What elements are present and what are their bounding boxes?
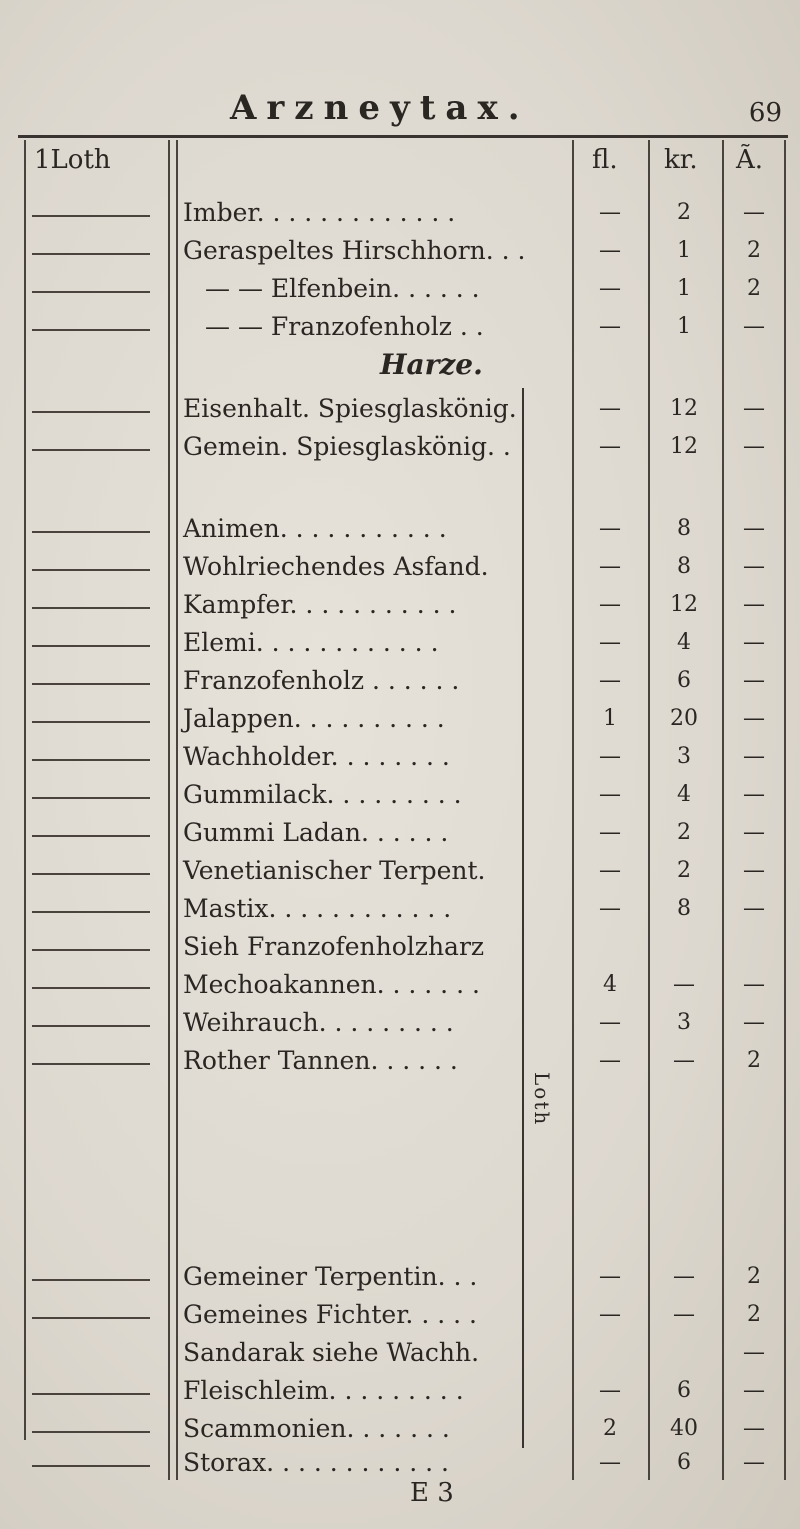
kreuzer-cell: 20 [670, 706, 698, 731]
kreuzer-cell: 12 [670, 592, 698, 617]
table-row [0, 310, 800, 350]
table-row [0, 348, 370, 388]
table-row [0, 588, 800, 628]
pfennig-cell: — [743, 858, 765, 883]
item-name: Sieh Franzofenholzharz [183, 932, 485, 961]
table-row [0, 1336, 800, 1376]
gulden-cell: — [599, 782, 621, 807]
table-row [0, 234, 800, 274]
table-row [0, 1374, 800, 1414]
kreuzer-column-header: kr. [664, 145, 698, 175]
table-row [0, 430, 800, 470]
table-row [0, 930, 800, 970]
item-name: Franzofenholz . . . . . . [183, 666, 460, 695]
item-name: Gummilack. . . . . . . . . [183, 780, 462, 809]
quantity-dash [32, 645, 150, 647]
item-name: Venetianischer Terpent. [183, 856, 486, 885]
table-row [0, 196, 800, 236]
quantity-dash [32, 835, 150, 837]
pfennig-cell: — [743, 820, 765, 845]
pfennig-cell: — [743, 396, 765, 421]
item-name: Animen. . . . . . . . . . . [183, 514, 447, 543]
gulden-cell: — [599, 1302, 621, 1327]
gulden-cell: — [599, 668, 621, 693]
table-row [0, 854, 800, 894]
gulden-cell: — [599, 1264, 621, 1289]
table-row [0, 1006, 800, 1046]
pfennig-cell: — [743, 972, 765, 997]
section-heading: Harze. [380, 348, 483, 381]
item-name: — — Franzofenholz . . [205, 312, 484, 341]
pfennig-cell: — [743, 434, 765, 459]
table-row [0, 1260, 800, 1300]
table-row [0, 550, 800, 590]
kreuzer-cell: 8 [677, 896, 691, 921]
quantity-dash [32, 329, 150, 331]
page-title: Arzneytax. [230, 88, 530, 128]
quantity-dash [32, 411, 150, 413]
gulden-cell: — [599, 200, 621, 225]
gulden-cell: — [599, 396, 621, 421]
table-row [0, 1446, 800, 1486]
item-name: Elemi. . . . . . . . . . . . [183, 628, 439, 657]
kreuzer-cell: 4 [677, 630, 691, 655]
pfennig-cell: 2 [747, 1048, 761, 1073]
pfennig-cell: — [743, 592, 765, 617]
table-row [0, 626, 800, 666]
table-row [0, 816, 800, 856]
kreuzer-cell: 1 [677, 276, 691, 301]
kreuzer-cell: 3 [677, 1010, 691, 1035]
item-name: Eisenhalt. Spiesglaskönig. [183, 394, 517, 423]
quantity-dash [32, 949, 150, 951]
kreuzer-cell: 8 [677, 554, 691, 579]
side-note: Loth [530, 1072, 554, 1127]
pfennig-cell: — [743, 668, 765, 693]
quantity-dash [32, 291, 150, 293]
pfennig-cell: 2 [747, 1264, 761, 1289]
quantity-dash [32, 873, 150, 875]
item-name: Rother Tannen. . . . . . [183, 1046, 458, 1075]
gulden-cell: 4 [603, 972, 617, 997]
kreuzer-cell: 6 [677, 1378, 691, 1403]
item-name: Gemeiner Terpentin. . . [183, 1262, 478, 1291]
gulden-cell: — [599, 820, 621, 845]
quantity-dash [32, 253, 150, 255]
quantity-dash [32, 1025, 150, 1027]
pfennig-cell: — [743, 516, 765, 541]
quantity-dash [32, 683, 150, 685]
pfennig-cell: — [743, 782, 765, 807]
gulden-cell: — [599, 516, 621, 541]
pfennig-cell: — [743, 744, 765, 769]
gulden-cell: — [599, 276, 621, 301]
quantity-column-header: 1Loth [34, 145, 111, 175]
gulden-cell: — [599, 896, 621, 921]
item-name: Gemeines Fichter. . . . . [183, 1300, 477, 1329]
table-row [0, 1298, 800, 1338]
item-name: Imber. . . . . . . . . . . . . [183, 198, 456, 227]
kreuzer-cell: 12 [670, 396, 698, 421]
gulden-cell: — [599, 1048, 621, 1073]
item-name: Geraspeltes Hirschhorn. . . [183, 236, 526, 265]
quantity-dash [32, 1393, 150, 1395]
gulden-cell: — [599, 554, 621, 579]
pfennig-cell: — [743, 554, 765, 579]
page-number: 69 [748, 98, 782, 128]
quantity-dash [32, 721, 150, 723]
kreuzer-cell: 1 [677, 314, 691, 339]
quantity-dash [32, 215, 150, 217]
pfennig-cell: — [743, 896, 765, 921]
item-name: Mechoakannen. . . . . . . [183, 970, 480, 999]
gulden-cell: — [599, 858, 621, 883]
quantity-dash [32, 569, 150, 571]
kreuzer-cell: 6 [677, 1450, 691, 1475]
item-name: Storax. . . . . . . . . . . . [183, 1448, 449, 1477]
quantity-dash [32, 911, 150, 913]
pfennig-cell: — [743, 1450, 765, 1475]
item-name: Kampfer. . . . . . . . . . . [183, 590, 457, 619]
gulden-cell: — [599, 744, 621, 769]
pfennig-cell: — [743, 200, 765, 225]
gulden-cell: — [599, 592, 621, 617]
quantity-dash [32, 1279, 150, 1281]
item-name: Fleischleim. . . . . . . . . [183, 1376, 464, 1405]
quantity-dash [32, 449, 150, 451]
kreuzer-cell: 2 [677, 200, 691, 225]
pfennig-cell: 2 [747, 238, 761, 263]
gulden-cell: — [599, 1378, 621, 1403]
pfennig-column-header: Ã. [736, 145, 764, 175]
table-row [0, 664, 800, 704]
item-name: Wachholder. . . . . . . . [183, 742, 450, 771]
kreuzer-cell: — [673, 1048, 695, 1073]
pfennig-cell: — [743, 1416, 765, 1441]
table-row [0, 392, 800, 432]
quantity-dash [32, 1465, 150, 1467]
quantity-dash [32, 1317, 150, 1319]
header-rule [18, 135, 788, 138]
kreuzer-cell: 4 [677, 782, 691, 807]
kreuzer-cell: 2 [677, 820, 691, 845]
item-name: Scammonien. . . . . . . [183, 1414, 450, 1443]
kreuzer-cell: 6 [677, 668, 691, 693]
pfennig-cell: — [743, 1378, 765, 1403]
table-row [0, 740, 800, 780]
table-row [0, 272, 800, 312]
pfennig-cell: — [743, 1010, 765, 1035]
pfennig-cell: 2 [747, 276, 761, 301]
item-name: Sandarak siehe Wachh. [183, 1338, 480, 1367]
item-name: Gummi Ladan. . . . . . [183, 818, 449, 847]
table-row [0, 892, 800, 932]
gulden-cell: — [599, 238, 621, 263]
gulden-cell: 2 [603, 1416, 617, 1441]
table-row [0, 512, 800, 552]
item-name: Gemein. Spiesglaskönig. . [183, 432, 511, 461]
item-name: Mastix. . . . . . . . . . . . [183, 894, 452, 923]
quantity-dash [32, 759, 150, 761]
kreuzer-cell: 3 [677, 744, 691, 769]
table-row [0, 778, 800, 818]
quantity-dash [32, 797, 150, 799]
item-name: Jalappen. . . . . . . . . . [183, 704, 445, 733]
quantity-dash [32, 987, 150, 989]
kreuzer-cell: 2 [677, 858, 691, 883]
pfennig-cell: — [743, 1340, 765, 1365]
kreuzer-cell: — [673, 1302, 695, 1327]
table-row [0, 1044, 800, 1084]
pfennig-cell: — [743, 314, 765, 339]
quantity-dash [32, 607, 150, 609]
gulden-cell: — [599, 630, 621, 655]
gulden-cell: — [599, 1010, 621, 1035]
gulden-cell: 1 [603, 706, 617, 731]
kreuzer-cell: 1 [677, 238, 691, 263]
quantity-dash [32, 1063, 150, 1065]
catchword: E 3 [410, 1478, 454, 1508]
table-row [0, 702, 800, 742]
kreuzer-cell: 8 [677, 516, 691, 541]
item-name: — — Elfenbein. . . . . . [205, 274, 480, 303]
item-name: Wohlriechendes Asfand. [183, 552, 489, 581]
kreuzer-cell: 12 [670, 434, 698, 459]
pfennig-cell: 2 [747, 1302, 761, 1327]
table-row [0, 968, 800, 1008]
gulden-cell: — [599, 1450, 621, 1475]
gulden-column-header: fl. [592, 145, 618, 175]
kreuzer-cell: — [673, 972, 695, 997]
pfennig-cell: — [743, 630, 765, 655]
kreuzer-cell: 40 [670, 1416, 698, 1441]
quantity-dash [32, 531, 150, 533]
kreuzer-cell: — [673, 1264, 695, 1289]
gulden-cell: — [599, 434, 621, 459]
item-name: Weihrauch. . . . . . . . . [183, 1008, 454, 1037]
quantity-dash [32, 1431, 150, 1433]
gulden-cell: — [599, 314, 621, 339]
running-header [0, 88, 800, 128]
pfennig-cell: — [743, 706, 765, 731]
